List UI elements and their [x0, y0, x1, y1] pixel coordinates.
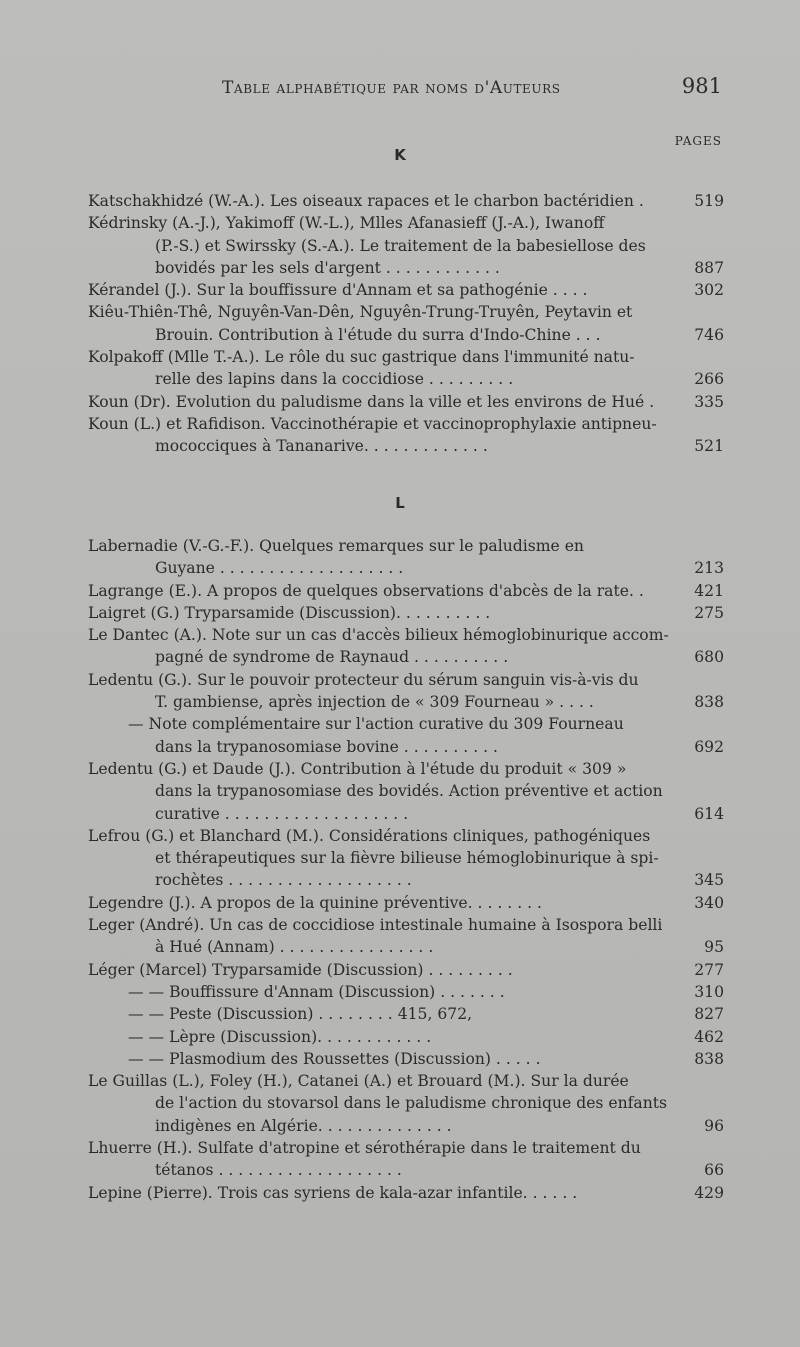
- index-entry-line: [88, 235, 724, 257]
- entry-text: Kédrinsky (A.-J.), Yakimoff (W.-L.), Mlles Afanasieff (J.-A.), Iwanoff: [88, 214, 605, 233]
- entry-text: — Note complémentaire sur l'action curative du 309 Fourneau: [128, 715, 624, 734]
- entry-text: dans la trypanosomiase bovine . . . . . . . . . .: [155, 737, 498, 756]
- entry-page-number: 680: [694, 648, 724, 667]
- entry-text: Le Guillas (L.), Foley (H.), Catanei (A.) et Brouard (M.). Sur la durée: [88, 1072, 629, 1091]
- index-entry-line: [88, 713, 724, 735]
- entry-text: Leger (André). Un cas de coccidiose intestinale humaine à Isospora belli: [88, 916, 663, 935]
- entry-text: dans la trypanosomiase des bovidés. Action préventive et action: [155, 782, 663, 801]
- entry-text: T. gambiense, après injection de « 309 Fourneau » . . . .: [155, 693, 594, 712]
- entry-page-number: 275: [694, 603, 724, 622]
- index-entry-line: [88, 736, 724, 758]
- index-entry-line: [88, 1159, 724, 1181]
- index-entry-line: [88, 936, 724, 958]
- index-entry-line: [88, 602, 724, 624]
- index-entry-line: [88, 1026, 724, 1048]
- entry-text: Ledentu (G.). Sur le pouvoir protecteur du sérum sanguin vis-à-vis du: [88, 670, 639, 689]
- entry-page-number: 827: [694, 1005, 724, 1024]
- entry-text: — — Bouffissure d'Annam (Discussion) . . . . . . .: [128, 982, 505, 1001]
- index-entry-line: [88, 535, 724, 557]
- entry-text: curative . . . . . . . . . . . . . . . . . . .: [155, 804, 409, 823]
- entry-page-number: 838: [694, 1049, 724, 1068]
- entry-page-number: 462: [694, 1027, 724, 1046]
- entry-page-number: 266: [694, 370, 724, 389]
- index-entry-line: [88, 1182, 724, 1204]
- entry-text: — — Plasmodium des Roussettes (Discussion) . . . . .: [128, 1049, 541, 1068]
- entry-page-number: 614: [694, 804, 724, 823]
- entry-page-number: 345: [694, 871, 724, 890]
- index-entry-line: [88, 1115, 724, 1137]
- entry-text: et thérapeutiques sur la fièvre bilieuse hémoglobinurique à spi-: [155, 849, 659, 868]
- entry-text: — — Peste (Discussion) . . . . . . . . 415, 672,: [128, 1005, 473, 1024]
- entry-text: Le Dantec (A.). Note sur un cas d'accès bilieux hémoglobinurique accom-: [88, 626, 669, 645]
- entry-text: Guyane . . . . . . . . . . . . . . . . . . .: [155, 559, 404, 578]
- entry-text: Koun (L.) et Rafidison. Vaccinothérapie et vaccinoprophylaxie antipneu-: [88, 414, 657, 433]
- index-entry-line: [88, 190, 724, 212]
- index-entry-line: [88, 892, 724, 914]
- page-number: 981: [681, 74, 722, 98]
- index-entry-line: [88, 257, 724, 279]
- entry-page-number: 213: [694, 559, 724, 578]
- entry-page-number: 521: [694, 437, 724, 456]
- entry-page-number: 310: [694, 982, 724, 1001]
- entry-text: Ledentu (G.) et Daude (J.). Contribution à l'étude du produit « 309 »: [88, 759, 627, 778]
- entry-page-number: 519: [694, 192, 724, 210]
- entry-page-number: 335: [694, 392, 724, 411]
- entry-text: Lhuerre (H.). Sulfate d'atropine et sérothérapie dans le traitement du: [88, 1139, 641, 1158]
- entry-text: Labernadie (V.-G.-F.). Quelques remarques sur le paludisme en: [88, 537, 584, 555]
- entry-text: — — Lèpre (Discussion). . . . . . . . . . . .: [128, 1027, 432, 1046]
- entry-text: (P.-S.) et Swirssky (S.-A.). Le traitement de la babesiellose des: [155, 236, 646, 255]
- index-entry-line: [88, 803, 724, 825]
- entry-text: indigènes en Algérie. . . . . . . . . . . . . .: [155, 1116, 452, 1135]
- entry-text: Brouin. Contribution à l'étude du surra d'Indo-Chine . . .: [155, 325, 601, 344]
- index-entry-line: [88, 624, 724, 646]
- index-entry-line: [88, 368, 724, 390]
- running-head-title: Table alphabétique par noms d'Auteurs: [222, 78, 561, 98]
- index-entry-line: [88, 557, 724, 579]
- index-entry-line: [88, 1048, 724, 1070]
- entry-text: Léger (Marcel) Tryparsamide (Discussion) . . . . . . . . .: [88, 960, 513, 979]
- index-entry-line: [88, 691, 724, 713]
- index-entry-line: [88, 580, 724, 602]
- entry-page-number: 838: [694, 693, 724, 712]
- entry-text: de l'action du stovarsol dans le paludisme chronique des enfants: [155, 1094, 668, 1113]
- pages-column-label: PAGES: [674, 134, 722, 148]
- index-entry-line: [88, 1137, 724, 1159]
- index-entry-line: [88, 825, 724, 847]
- index-entry-line: [88, 959, 724, 981]
- entry-page-number: 746: [694, 325, 724, 344]
- index-entry-line: [88, 279, 724, 301]
- entry-text: à Hué (Annam) . . . . . . . . . . . . . . . .: [155, 938, 434, 957]
- entry-text: Kiêu-Thiên-Thê, Nguyên-Van-Dên, Nguyên-Trung-Truyên, Peytavin et: [88, 303, 633, 322]
- entry-page-number: 429: [694, 1183, 724, 1202]
- entry-text: Lefrou (G.) et Blanchard (M.). Considérations cliniques, pathogéniques: [88, 826, 651, 845]
- entry-text: Kérandel (J.). Sur la bouffissure d'Annam et sa pathogénie . . . .: [88, 281, 588, 300]
- entry-text: Koun (Dr). Evolution du paludisme dans la ville et les environs de Hué .: [88, 392, 655, 411]
- index-entry-line: [88, 435, 724, 457]
- index-entry-line: [88, 981, 724, 1003]
- running-head: [0, 74, 800, 108]
- index-entry-line: [88, 301, 724, 323]
- entry-page-number: 692: [694, 737, 724, 756]
- entry-text: mococciques à Tananarive. . . . . . . . . . . . .: [155, 437, 488, 456]
- entries-section-k: [88, 190, 724, 458]
- index-entry-line: [88, 324, 724, 346]
- index-entry-line: [88, 869, 724, 891]
- index-entry-line: [88, 914, 724, 936]
- entry-text: rochètes . . . . . . . . . . . . . . . . . . .: [155, 871, 412, 890]
- entry-page-number: 340: [694, 893, 724, 912]
- entry-text: Kolpakoff (Mlle T.-A.). Le rôle du suc gastrique dans l'immunité natu-: [88, 348, 635, 367]
- entry-text: Lagrange (E.). A propos de quelques observations d'abcès de la rate. .: [88, 581, 644, 600]
- entry-page-number: 277: [694, 960, 724, 979]
- index-entry-line: [88, 212, 724, 234]
- section-letter-l: L: [395, 494, 405, 512]
- entry-text: pagné de syndrome de Raynaud . . . . . . . . . .: [155, 648, 509, 667]
- entries-section-l: [88, 535, 724, 1204]
- entry-text: relle des lapins dans la coccidiose . . . . . . . . .: [155, 370, 514, 389]
- index-entry-line: [88, 646, 724, 668]
- index-entry-line: [88, 847, 724, 869]
- entry-page-number: 887: [694, 258, 724, 277]
- index-entry-line: [88, 346, 724, 368]
- index-entry-line: [88, 1003, 724, 1025]
- entry-text: bovidés par les sels d'argent . . . . . . . . . . . .: [155, 258, 500, 277]
- index-entry-line: [88, 391, 724, 413]
- index-entry-line: [88, 1092, 724, 1114]
- entry-page-number: 95: [704, 938, 724, 957]
- index-entry-line: [88, 1070, 724, 1092]
- index-entry-line: [88, 669, 724, 691]
- entry-page-number: 96: [704, 1116, 724, 1135]
- section-letter-k: K: [394, 146, 406, 164]
- index-entry-line: [88, 413, 724, 435]
- entry-text: Legendre (J.). A propos de la quinine préventive. . . . . . . .: [88, 893, 542, 912]
- entry-page-number: 302: [694, 281, 724, 300]
- entry-text: Lepine (Pierre). Trois cas syriens de kala-azar infantile. . . . . .: [88, 1183, 578, 1202]
- entry-page-number: 421: [694, 581, 724, 600]
- entry-text: tétanos . . . . . . . . . . . . . . . . . . .: [155, 1161, 402, 1180]
- entry-page-number: 66: [704, 1161, 724, 1180]
- entry-text: Katschakhidzé (W.-A.). Les oiseaux rapaces et le charbon bactéridien .: [88, 192, 644, 210]
- index-entry-line: [88, 758, 724, 780]
- index-entry-line: [88, 780, 724, 802]
- entry-text: Laigret (G.) Tryparsamide (Discussion). . . . . . . . . .: [88, 603, 491, 622]
